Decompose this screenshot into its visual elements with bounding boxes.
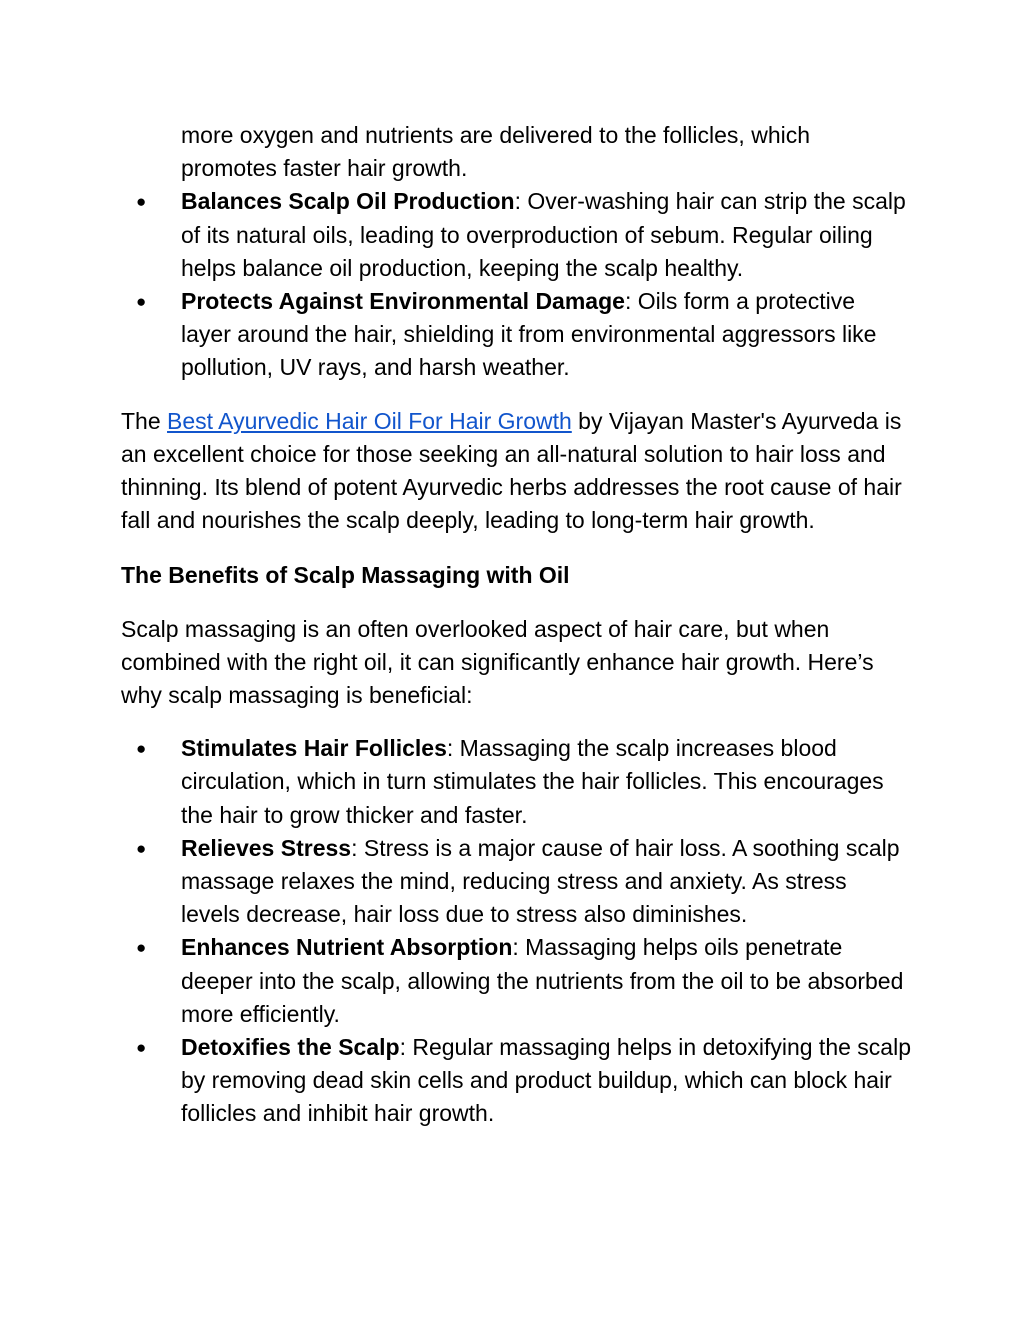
bullet-icon: ● (136, 938, 147, 958)
list-item (121, 1031, 911, 1131)
list-item-text (181, 185, 911, 285)
list-item-body: : Massaging the scalp increases blood circulation, which in turn stimulates the hair follicles. This encourages the hair to grow thicker and faster. (181, 735, 884, 828)
paragraph-intro: Scalp massaging is an often overlooked aspect of hair care, but when combined with the right oil, it can significantly enhance hair growth. Here’s why scalp massaging is beneficial: (121, 615, 874, 709)
list-item-body: : Over-washing hair can strip the scalp of its natural oils, leading to overproduction of sebum. Regular oiling helps balance oil production, keeping the scalp healthy. (181, 188, 906, 281)
bullet-icon: ● (136, 192, 147, 212)
list-item-body: : Stress is a major cause of hair loss. A soothing scalp massage relaxes the mind, reducing stress and anxiety. As stress levels decrease, hair loss due to stress also diminishes. (181, 834, 900, 928)
bullet-icon: ● (136, 1038, 147, 1058)
list-item-title: Relieves Stress (181, 834, 352, 861)
paragraph-suffix: by Vijayan Master's Ayurveda is an excellent choice for those seeking an all-natural solution to hair loss and thinning. Its blend of potent Ayurvedic herbs addresses the root cause of hair fall and nourishes the scalp deeply, leading to long-term hair growth. (121, 407, 902, 534)
list-item-title: Detoxifies the Scalp (181, 1034, 400, 1061)
bullet-icon: ● (136, 292, 147, 312)
document-page (121, 119, 911, 1131)
bullet-icon: ● (136, 838, 147, 858)
list-item-text (181, 1031, 911, 1131)
paragraph-prefix: The (121, 407, 168, 434)
list-item-text (181, 931, 911, 1031)
bullet-icon: ● (136, 739, 147, 759)
list-item-body: : Regular massaging helps in detoxifying the scalp by removing dead skin cells and product buildup, which can block hair follicles and inhibit hair growth. (181, 1034, 911, 1127)
benefits-list-1 (121, 185, 911, 384)
list-item-title: Balances Scalp Oil Production (181, 188, 515, 215)
list-item-text (181, 832, 911, 932)
list-item (121, 931, 911, 1031)
list-item-title: Enhances Nutrient Absorption (181, 934, 513, 961)
benefits-list-2 (121, 732, 911, 1130)
list-item (121, 732, 911, 832)
section-heading: The Benefits of Scalp Massaging with Oil (121, 562, 570, 589)
list-item (121, 832, 911, 932)
paragraph-product (121, 405, 911, 538)
list-item-text (181, 285, 911, 385)
list-item-body: : Oils form a protective layer around the hair, shielding it from environmental aggressors like pollution, UV rays, and harsh weather. (181, 288, 877, 381)
list-item (121, 185, 911, 285)
list-item-body: : Massaging helps oils penetrate deeper into the scalp, allowing the nutrients from the oil to be absorbed more efficiently. (181, 934, 904, 1027)
list-item-title: Stimulates Hair Follicles (181, 735, 447, 762)
list-item-text (181, 732, 911, 832)
product-link[interactable]: Best Ayurvedic Hair Oil For Hair Growth (167, 407, 572, 434)
list-item (121, 285, 911, 385)
list-item-title: Protects Against Environmental Damage (181, 288, 625, 315)
list-item-continuation: more oxygen and nutrients are delivered to the follicles, which promotes faster hair growth. (181, 122, 811, 182)
